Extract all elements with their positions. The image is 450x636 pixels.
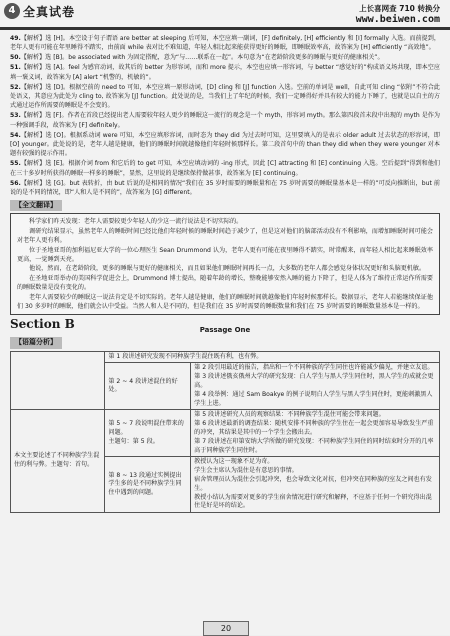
question-number: 51. (10, 64, 21, 72)
analysis-table (10, 351, 440, 514)
translation-paragraph: 科学家们昨天发现：老年人需要较更少年轻人的少这一流行说法是不切实际的。 (29, 218, 243, 226)
table-cell: 第 5 ~ 7 段说明混住带来的问题。 主题句：第 5 段。 (105, 410, 191, 457)
question-number: 52. (10, 83, 21, 91)
answer-text: 【解析】选 [G]。but 表转折，由 but 后说的是相同的情况“我们在 35 岁时需要的睡眠量和在 75 岁时需要的睡眠量基本是一样的”可反向推断出，but 前说的是不同的情况，即“人和人是不同的”，故答案为 [G] different。 (10, 179, 440, 196)
chapter-number-badge: 4 (4, 3, 20, 19)
answer-paragraph (10, 179, 440, 198)
header-title: 全真试卷 (23, 5, 76, 19)
answer-paragraph (10, 83, 440, 111)
table-row (11, 351, 440, 363)
passage-title: Passage One (199, 325, 251, 334)
answer-text: 【解析】选 [B]。be associated with 为固定搭配，意为“与……联系在一起”。本句意为“在老龄阶段更多的睡眠与更好的健康相关”。 (20, 54, 384, 62)
question-number: 54. (10, 131, 21, 139)
table-cell: 第 1 段讲述研究发现不同种族学生混住既有利，也有弊。 (105, 351, 440, 363)
table-cell: 教授认为这一现象不足为奇。 学生会主席认为混住是有意思的事情。 宿舍管理员认为混住会引起冲突，也会导致文化对抗，但冲突在同种族的室友之间也有发生。 教授小结认为需要对更多的学生宿舍情况进行研究和解释，不应基于任何一个研究得出混住是好是坏的结论。 (191, 457, 440, 513)
translation-paragraph: 老年人需要较少的睡眠这一说法肯定是不切实际的。老年人越是健康，他们的睡眠时间就越像他们年轻时候那样长。数据显示，老年人若能继续保证他们 30 多岁时的睡眠，他们就会认中受益。当然人和人是不同的，但是我们在 35 岁时需要的睡眠数量和我们在 75 岁时需要的睡眠数量基本是一样的。 (17, 293, 433, 310)
analysis-label: 【语篇分析】 (10, 337, 62, 348)
translation-paragraph: 他说，然而，在老龄阶段，更多的睡眠与更好的健康相关，而且如果他们睡眠时间再长一点，大多数的老年人都会感觉身体状况更好和头脑更机敏。 (29, 265, 426, 273)
question-number: 56. (10, 179, 21, 187)
question-number: 49. (10, 35, 21, 42)
answer-list (10, 34, 440, 197)
answer-text: 【解析】选 [O]。根据系动词 were 可知，本空应填形容词，而时态为 they did 为过去时可知，这里要填入的是表示 older adult 过去状态的形容词，即 [O] younger。此处说的是，老年人越是健康，他们的睡眠时间就越像他们年轻时候那样长。第二段首句中的 than they did when they were younger 对本题有较强的提示作用。 (10, 131, 440, 158)
question-number: 50. (10, 54, 21, 62)
answer-text: 【解析】选 [F]。作者在首段已经提出老人需要较年轻人更少的睡眠这一流行的观念是一个 myth，形容词 myth。那么第四段首末段中出现的 myth 是作为一种强调手段，故答案为 [F] definitely。 (10, 112, 440, 129)
table-cell: 第 5 段讲述研究人员的观察结果：不同种族学生混住可能会带来问题。 第 6 段讲述最新的调查结果：随机安排不同种族的学生住在一起会更加容易导致发生严重的冲突，其结果是其中的一个学生会搬出去。 第 7 段讲述在印第安纳大学所做的研究发现：不同种族学生同住的同时结束时分开的几率高于同种族学生同住时。 (191, 410, 440, 457)
translation-label: 【全文翻译】 (10, 200, 62, 211)
page-footer (0, 621, 450, 635)
header-subtitle: 上长喜网查 710 转换分 (359, 4, 440, 13)
table-cell: 第 8 ~ 13 段通过实例提出学生多的是不同种族学生同住中遇到的问题。 (105, 457, 191, 513)
answer-paragraph (10, 131, 440, 159)
header-url: www.beiwen.com (355, 14, 440, 25)
question-number: 53. (10, 112, 21, 120)
answer-paragraph (10, 63, 440, 82)
translation-paragraph: 在圣地亚哥举办的美国科学促进会上，Drummond 博士提出，随着年龄的增长，整晚能够安然入睡的能力下降了，但是人体为了维持正常运作所需要的睡眠数量是没有变化的。 (17, 274, 433, 292)
answer-text: 【解析】选 [E]。根据介词 from 和它后的 to get 可知，本空应填动词的 -ing 形式，因此 [C] attracting 和 [E] continuing 入选。空后提到“得到和他们在三十多岁时所获得的睡眠一样多的睡眠”，显然，这里说的是继续保持做甚事，故答案为 [E] continuing。 (10, 160, 440, 177)
answer-paragraph (10, 159, 440, 178)
table-cell (11, 351, 105, 410)
table-cell: 第 2 ~ 4 段讲述混住的好处。 (105, 363, 191, 410)
table-cell: 第 2 段引用最近的报告，指出和一个不同种族的学生同住也许能减少偏见，并建立友谊。 第 3 段讲述俄亥俄州大学的研究发现：白人学生与黑人学生同住时，黑人学生的成就会更高。 第 4 段举例：通过 Sam Boakye 的例子说明白人学生与黑人学生同住时，更能刺激黑人学生上进。 (191, 363, 440, 410)
table-cell: 本文主要论述了不同种族学生混住的利与弊。主题句：首句。 (11, 410, 105, 513)
translation-paragraph: 位于圣地亚哥的加利福尼亚大学的一位心理医生 Sean Drummond 认为，老年人更有可能在夜里睡得不踏实，时常醒来，而年轻人相比起来睡眠效率更高，一觉睡到天亮。 (17, 246, 433, 263)
page-content (10, 34, 440, 513)
answer-text: 【解析】选 [D]。根据空前的 need to 可知，本空应填一原形动词，[D] cling 和 [J] function 入选。空前的单词是 well，自此可知 cling “依附”不符合此处语义，其意应为此处为 cling to, 故答案为 [J] function。此处说的是，当我们上了年纪的时候，我们一定睡得好并具有较大的能力下睡了，也就是以自主的方式通过运作所需要的睡眠是不会变的。 (10, 83, 440, 110)
answer-paragraph (10, 111, 440, 130)
translation-box (10, 213, 440, 315)
page-number: 20 (203, 621, 249, 636)
answer-paragraph (10, 34, 440, 53)
answer-paragraph (10, 53, 440, 62)
answer-text: 【解析】选 [H]。本空设于句子谓语 are better at sleeping 后可知，本空应填一副词，[F] definitely, [H] efficiently 和 [I] formally 入选。而前提到，老年人更有可能在年里睡得不踏实，由前面 while 表对比不难知道，年轻人相比起来能获得更好的睡眠，即睡眠效率高，故答案为 [H] efficiently “高效地”。 (10, 35, 440, 52)
question-number: 55. (10, 160, 21, 168)
section-b-title: Section B (10, 317, 75, 332)
page-header (0, 0, 450, 30)
translation-paragraph: 调研究结果显示，虽然老年人的睡眠时间已经比他们年轻时候的睡眠时间趋于减少了，但是这对他们的脑部活动没有不利影响，而增加睡眠时间可能会对老年人更有利。 (17, 227, 433, 245)
table-row (11, 410, 440, 457)
header-divider (0, 27, 450, 30)
answer-text: 【解析】选 [A]。feel 为感官动词，故其后的 better 为形容词，而和 more 提示，本空也应填一形容词，与 better “感觉好的”构成语义场共现，即本空应填一褒义词，故答案为 [A] alert “机警的，机敏的”。 (10, 64, 440, 81)
